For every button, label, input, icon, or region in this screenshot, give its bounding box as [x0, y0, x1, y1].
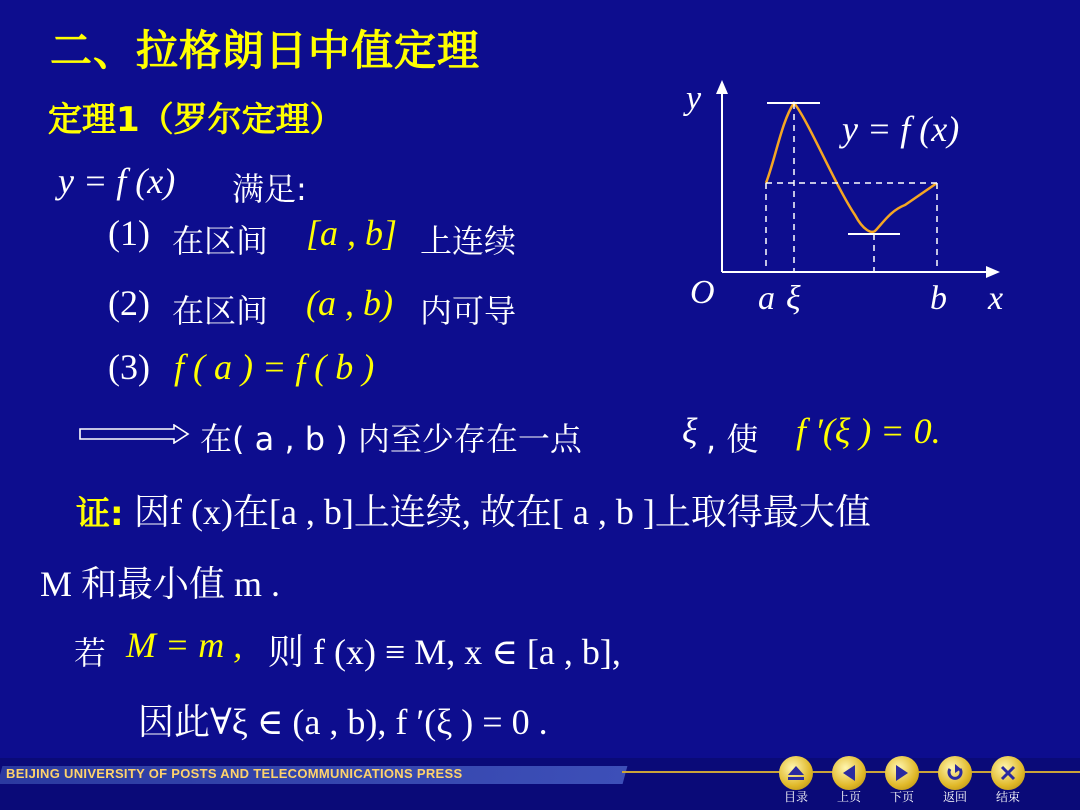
- function-label: y = f (x): [842, 109, 960, 149]
- end-button[interactable]: [991, 756, 1025, 790]
- nav-label-prev[interactable]: 上页: [836, 790, 861, 804]
- hypothesis-function: y = f (x): [58, 161, 176, 201]
- eject-icon: [786, 763, 806, 783]
- arrow-right-icon: [892, 763, 912, 783]
- prev-page-button[interactable]: [832, 756, 866, 790]
- cond1-number: (1): [108, 213, 150, 253]
- nav-label-return[interactable]: 返回: [942, 790, 967, 804]
- cond1-tail: 上连续: [420, 222, 517, 260]
- cond2-text: 在区间: [172, 292, 269, 330]
- implies-arrow: [78, 424, 190, 444]
- y-axis-label: y: [686, 80, 702, 117]
- x-axis-label: x: [988, 280, 1004, 317]
- proof-line-3: 则 f (x) ≡ M, x ∈ [a , b],: [268, 632, 621, 672]
- publisher-name: BEIJING UNIVERSITY OF POSTS AND TELECOMMUNICATIONS PRESS: [6, 766, 463, 781]
- proof-if: 若: [74, 634, 107, 672]
- conclusion-xi: ξ: [682, 411, 698, 451]
- cond3-number: (3): [108, 347, 150, 387]
- nav-label-next[interactable]: 下页: [889, 790, 914, 804]
- y-axis-arrow: [716, 80, 728, 94]
- next-page-button[interactable]: [885, 756, 919, 790]
- conclusion-text: 在( a , b ) 内至少存在一点: [200, 420, 582, 458]
- proof-label: 证:: [76, 494, 124, 534]
- proof-line-1: 因f (x)在[a , b]上连续, 故在[ a , b ]上取得最大值: [134, 492, 871, 532]
- nav-label-contents[interactable]: 目录: [783, 790, 808, 804]
- cond1-interval: [a , b]: [306, 213, 398, 253]
- conclusion-text-2: , 使: [706, 420, 759, 458]
- cond2-tail: 内可导: [420, 292, 517, 330]
- close-icon: [998, 763, 1018, 783]
- a-label: a: [758, 280, 775, 317]
- x-axis-arrow: [986, 266, 1000, 278]
- cond2-number: (2): [108, 283, 150, 323]
- conclusion-equation: f ′(ξ ) = 0.: [796, 411, 941, 451]
- origin-label: O: [690, 274, 715, 311]
- proof-line-2: M 和最小值 m .: [40, 564, 281, 604]
- arrow-left-icon: [839, 763, 859, 783]
- theorem-heading: 定理1（罗尔定理）: [48, 100, 344, 140]
- contents-button[interactable]: [779, 756, 813, 790]
- cond3-equation: f ( a ) = f ( b ): [174, 347, 375, 387]
- nav-label-end[interactable]: 结束: [995, 790, 1020, 804]
- proof-line-4: 因此∀ξ ∈ (a , b), f ′(ξ ) = 0 .: [138, 702, 548, 742]
- cond2-interval: (a , b): [306, 283, 393, 323]
- hypothesis-text: 满足:: [232, 170, 307, 208]
- cond1-text: 在区间: [172, 222, 269, 260]
- slide-title: 二、拉格朗日中值定理: [50, 26, 481, 75]
- return-button[interactable]: [938, 756, 972, 790]
- proof-condition: M = m ,: [126, 625, 243, 665]
- b-label: b: [930, 280, 947, 317]
- return-icon: [945, 763, 965, 783]
- xi-label: ξ: [786, 280, 801, 317]
